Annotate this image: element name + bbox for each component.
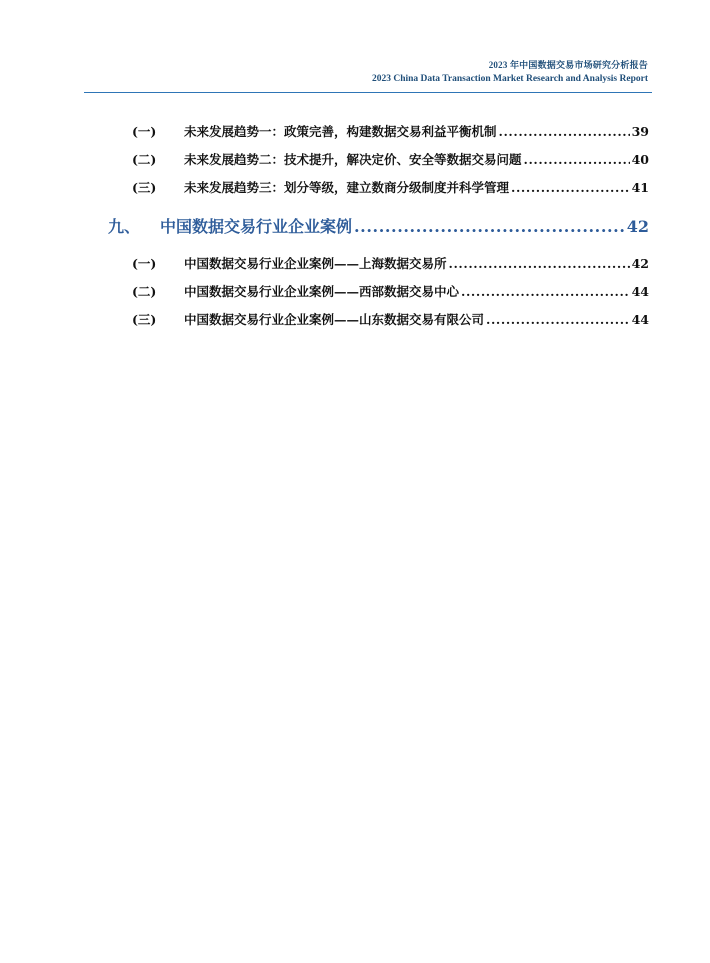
toc-entry-9-1[interactable] bbox=[132, 254, 649, 272]
toc-entry-page: 42 bbox=[631, 256, 649, 271]
toc-entry-title: 中国数据交易行业企业案例——西部数据交易中心 bbox=[184, 284, 460, 299]
toc-leader-dots bbox=[354, 217, 625, 236]
toc-entry-8-3[interactable] bbox=[132, 178, 649, 196]
toc-entry-number: (一) bbox=[132, 124, 157, 139]
toc-entry-page: 44 bbox=[631, 284, 649, 299]
toc-leader-dots bbox=[524, 152, 630, 167]
toc-leader-dots bbox=[499, 124, 630, 139]
toc-entry-title: 未来发展趋势二：技术提升，解决定价、安全等数据交易问题 bbox=[184, 152, 522, 167]
toc-entry-9-3[interactable] bbox=[132, 310, 649, 328]
toc-entry-title: 未来发展趋势一：政策完善，构建数据交易利益平衡机制 bbox=[184, 124, 497, 139]
toc-entry-title: 中国数据交易行业企业案例——上海数据交易所 bbox=[184, 256, 447, 271]
toc-leader-dots bbox=[486, 312, 630, 327]
toc-entry-number: (一) bbox=[132, 256, 157, 271]
toc-entry-page: 41 bbox=[631, 180, 649, 195]
header-title-en: 2023 China Data Transaction Market Research and Analysis Report bbox=[371, 74, 648, 84]
page-header bbox=[372, 58, 648, 86]
toc-leader-dots bbox=[511, 180, 630, 195]
toc-entry-9-2[interactable] bbox=[132, 282, 649, 300]
toc-chapter-number: 九、 bbox=[108, 217, 141, 236]
header-title-cn: 2023 年中国数据交易市场研究分析报告 bbox=[488, 60, 648, 70]
toc-entry-page: 44 bbox=[631, 312, 649, 327]
toc-entry-number: (二) bbox=[132, 152, 157, 167]
toc-entry-number: (三) bbox=[132, 180, 157, 195]
toc-entry-8-2[interactable] bbox=[132, 150, 649, 168]
toc-entry-title: 未来发展趋势三：划分等级，建立数商分级制度并科学管理 bbox=[184, 180, 510, 195]
toc-leader-dots bbox=[449, 256, 630, 271]
toc-chapter-9[interactable] bbox=[108, 214, 649, 237]
toc-entry-number: (三) bbox=[132, 312, 157, 327]
toc-entry-page: 40 bbox=[631, 152, 649, 167]
toc-entry-title: 中国数据交易行业企业案例——山东数据交易有限公司 bbox=[184, 312, 485, 327]
toc-entry-number: (二) bbox=[132, 284, 157, 299]
toc-leader-dots bbox=[461, 284, 630, 299]
toc-entry-page: 39 bbox=[631, 124, 649, 139]
header-divider bbox=[84, 92, 652, 93]
toc-chapter-title: 中国数据交易行业企业案例 bbox=[160, 217, 353, 236]
toc-chapter-page: 42 bbox=[626, 217, 649, 236]
toc-entry-8-1[interactable] bbox=[132, 122, 649, 140]
